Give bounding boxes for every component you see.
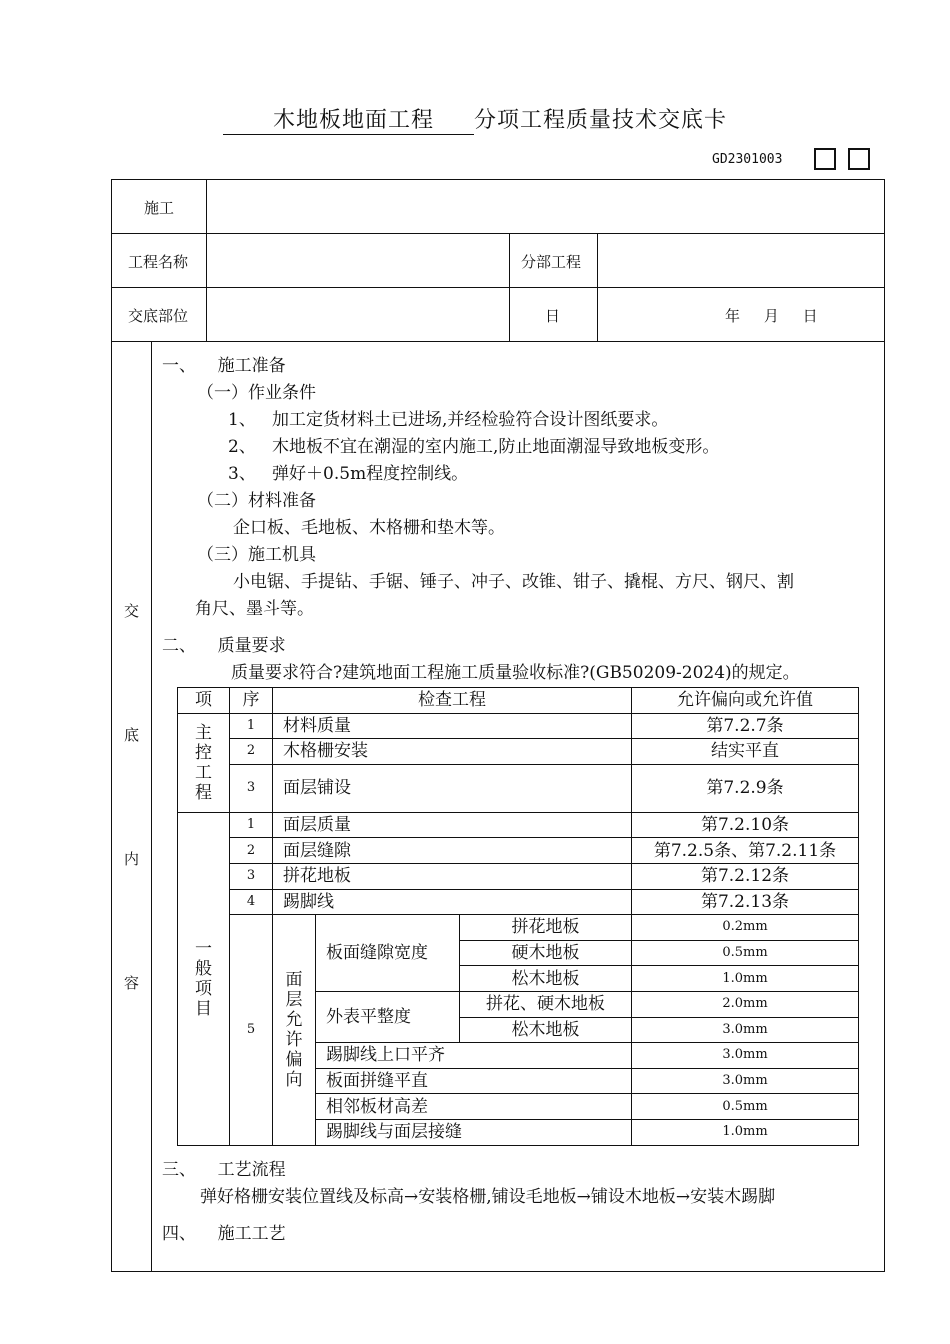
quality-table	[177, 687, 859, 1146]
row-item: 踢脚线上口平齐	[316, 1043, 632, 1069]
section-1a-heading: （一）作业条件	[197, 383, 316, 403]
header-cell: 序	[230, 688, 273, 714]
section-1a-item-1: 1、 加工定货材料土已进场,并经检验符合设计图纸要求。	[228, 410, 669, 430]
row-item: 面层质量	[273, 812, 632, 838]
row-item: 相邻板材高差	[316, 1094, 632, 1120]
row-value: 3.0mm	[632, 1017, 859, 1043]
divider	[509, 233, 510, 341]
divider	[151, 341, 152, 1271]
row-value: 第7.2.12条	[632, 863, 859, 889]
row-value: 第7.2.5条、第7.2.11条	[632, 838, 859, 864]
row-value: 第7.2.7条	[632, 713, 859, 739]
section-1c-heading: （三）施工机具	[197, 545, 316, 565]
gap-label: 板面缝隙宽度	[316, 915, 460, 992]
row-item: 面层缝隙	[273, 838, 632, 864]
row-value: 1.0mm	[632, 966, 859, 992]
section-3-text: 弹好格栅安装位置线及标高→安装格栅,铺设毛地板→铺设木地板→安装木踢脚	[200, 1187, 776, 1207]
divider	[111, 233, 884, 234]
table-row	[178, 739, 859, 765]
row-no: 4	[230, 889, 273, 915]
row-value: 结实平直	[632, 739, 859, 765]
row-value: 第7.2.10条	[632, 812, 859, 838]
checkbox-2[interactable]	[848, 148, 870, 170]
tolerance-group-label: 面 层 允 许 偏 向	[273, 915, 316, 1145]
document-title	[0, 108, 950, 135]
floor-type: 拼花、硬木地板	[460, 991, 632, 1017]
row-value: 0.5mm	[632, 940, 859, 966]
date-label: 日	[545, 307, 561, 325]
row-value: 3.0mm	[632, 1068, 859, 1094]
row-item: 木格栅安装	[273, 739, 632, 765]
row-no: 2	[230, 838, 273, 864]
row-value: 3.0mm	[632, 1043, 859, 1069]
title-suffix: 分项工程质量技术交底卡	[474, 108, 728, 133]
divider	[111, 287, 884, 288]
section-3-heading: 三、 工艺流程	[162, 1160, 286, 1180]
table-row	[178, 713, 859, 739]
side-label-1: 交	[124, 602, 140, 620]
row-item: 踢脚线与面层接缝	[316, 1119, 632, 1145]
section-1a-item-3: 3、 弹好＋0.5m程度控制线。	[228, 464, 469, 484]
table-row	[178, 838, 859, 864]
row-no: 1	[230, 812, 273, 838]
divider	[206, 179, 207, 341]
date-value: 年 月 日	[725, 307, 818, 325]
location-label: 交底部位	[128, 307, 189, 325]
row-item: 板面拼缝平直	[316, 1068, 632, 1094]
section-1c-text-2: 角尺、墨斗等。	[195, 599, 314, 619]
table-row	[178, 764, 859, 812]
table-row	[178, 863, 859, 889]
section-1-heading: 一、 施工准备	[162, 356, 286, 376]
side-label-2: 底	[124, 726, 140, 744]
table-header-row	[178, 688, 859, 714]
side-label-4: 容	[124, 974, 140, 992]
row-item: 踢脚线	[273, 889, 632, 915]
divider	[111, 341, 884, 342]
row-no: 1	[230, 713, 273, 739]
table-row	[178, 889, 859, 915]
section-2-text: 质量要求符合?建筑地面工程施工质量验收标准?(GB50209-2024)的规定。	[231, 663, 800, 683]
floor-type: 拼花地板	[460, 915, 632, 941]
divider	[597, 233, 598, 341]
table-row	[178, 915, 859, 941]
table-row	[178, 812, 859, 838]
document-code: GD2301003	[712, 152, 783, 167]
row-value: 第7.2.13条	[632, 889, 859, 915]
section-1b-text: 企口板、毛地板、木格栅和垫木等。	[233, 518, 505, 538]
row-value: 0.2mm	[632, 915, 859, 941]
header-cell: 项	[178, 688, 230, 714]
floor-type: 松木地板	[460, 966, 632, 992]
header-cell: 允许偏向或允许值	[632, 688, 859, 714]
row-value: 2.0mm	[632, 991, 859, 1017]
section-1c-text-1: 小电锯、手提钻、手锯、锤子、冲子、改锥、钳子、撬棍、方尺、钢尺、割	[233, 572, 794, 592]
section-1a-item-2: 2、 木地板不宜在潮湿的室内施工,防止地面潮湿导致地板变形。	[228, 437, 720, 457]
construction-label: 施工	[144, 199, 175, 217]
row-no: 3	[230, 764, 273, 812]
checkbox-1[interactable]	[814, 148, 836, 170]
header-cell: 检查工程	[273, 688, 632, 714]
project-name-label: 工程名称	[128, 253, 189, 271]
section-4-heading: 四、 施工工艺	[162, 1224, 286, 1244]
row-value: 0.5mm	[632, 1094, 859, 1120]
row-no: 3	[230, 863, 273, 889]
section-1b-heading: （二）材料准备	[197, 491, 316, 511]
side-label-3: 内	[124, 850, 140, 868]
general-group-label: 一 般 项 目	[178, 812, 230, 1145]
floor-type: 松木地板	[460, 1017, 632, 1043]
row-item: 面层铺设	[273, 764, 632, 812]
section-2-heading: 二、 质量要求	[162, 636, 286, 656]
title-project: 木地板地面工程	[223, 108, 474, 135]
row-item: 材料质量	[273, 713, 632, 739]
row-value: 第7.2.9条	[632, 764, 859, 812]
row-value: 1.0mm	[632, 1119, 859, 1145]
row-no: 5	[230, 915, 273, 1145]
sub-project-label: 分部工程	[521, 253, 582, 271]
flatness-label: 外表平整度	[316, 991, 460, 1042]
main-group-label: 主 控 工 程	[178, 713, 230, 812]
floor-type: 硬木地板	[460, 940, 632, 966]
row-item: 拼花地板	[273, 863, 632, 889]
row-no: 2	[230, 739, 273, 765]
